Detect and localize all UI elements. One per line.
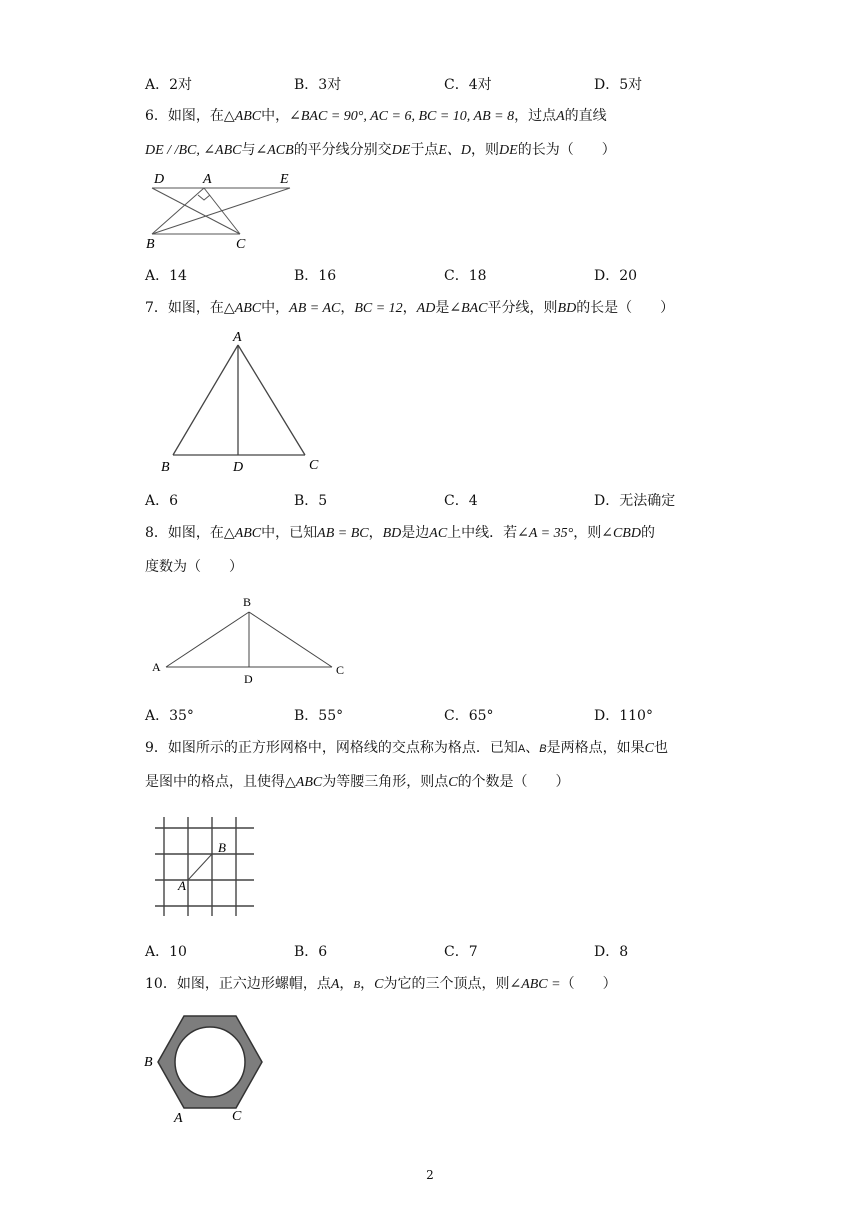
q8-label-c: C	[336, 663, 345, 677]
q8-option-a: A．35°	[145, 708, 194, 724]
q7-label-c: C	[309, 458, 319, 473]
q8-option-c: C．65°	[444, 708, 494, 724]
q6-label-d: D	[154, 172, 165, 187]
q5-option-c: C．4对	[444, 77, 492, 93]
q7-stem: 7．如图，在△ABC中，AB = AC，BC = 12，AD是∠BAC平分线，则BD的长是（ ）	[145, 300, 675, 316]
q7-label-b: B	[161, 460, 170, 475]
q9-stem-line1: 9．如图所示的正方形网格中，网格线的交点称为格点．已知A、B是两格点，如果C也	[145, 740, 668, 756]
q9-option-c: C．7	[444, 944, 478, 960]
q10-label-c: C	[232, 1109, 242, 1124]
q7-label-a: A	[233, 330, 242, 345]
q5-option-a: A．2对	[145, 77, 193, 93]
q6-option-d: D．20	[594, 268, 638, 284]
q8-stem-line2: 度数为（ ）	[145, 559, 243, 575]
q9-stem-line2: 是图中的格点，且使得△ABC为等腰三角形，则点C的个数是（ ）	[145, 774, 570, 790]
q8-label-d: D	[244, 672, 253, 686]
q9-option-a: A．10	[145, 944, 187, 960]
page-number: 2	[426, 1168, 434, 1182]
q7-option-c: C．4	[444, 493, 478, 509]
q7-option-d: D．无法确定	[594, 493, 676, 509]
q10-label-b: B	[144, 1055, 153, 1070]
q7-option-b: B．5	[294, 493, 328, 509]
q6-label-e: E	[280, 172, 289, 187]
q9-grid-figure	[150, 812, 260, 922]
q9-option-d: D．8	[594, 944, 629, 960]
q6-label-a: A	[203, 172, 212, 187]
q7-label-d: D	[233, 460, 244, 475]
q6-stem-line1: 6．如图，在△ABC中，∠BAC = 90°, AC = 6, BC = 10, AB = 8，过点A的直线	[145, 108, 607, 124]
q6-label-b: B	[146, 237, 155, 252]
q8-option-b: B．55°	[294, 708, 344, 724]
q6-stem-line2: DE / /BC, ∠ABC与∠ACB的平分线分别交DE于点E、D，则DE的长为（ ）	[145, 142, 616, 158]
q8-stem-line1: 8．如图，在△ABC中，已知AB = BC，BD是边AC上中线．若∠A = 35°，则∠CBD的	[145, 525, 655, 541]
q9-label-b: B	[218, 840, 226, 855]
q10-label-a: A	[174, 1111, 183, 1126]
q7-figure	[155, 325, 335, 475]
q8-option-d: D．110°	[594, 708, 653, 724]
q6-option-a: A．14	[145, 268, 187, 284]
q8-label-a: A	[152, 660, 161, 674]
q5-option-b: B．3对	[294, 77, 342, 93]
q6-label-c: C	[236, 237, 246, 252]
q8-label-b: B	[243, 595, 252, 609]
q5-option-d: D．5对	[594, 77, 643, 93]
q10-stem: 10．如图，正六边形螺帽，点A，B，C为它的三个顶点，则∠ABC =（ ）	[145, 976, 617, 992]
q9-label-a: A	[178, 878, 186, 893]
q8-figure	[150, 592, 355, 687]
q7-option-a: A．6	[145, 493, 179, 509]
q6-option-b: B．16	[294, 268, 337, 284]
q6-figure	[140, 170, 310, 255]
q6-option-c: C．18	[444, 268, 487, 284]
q10-hexagon-nut-figure	[140, 1010, 280, 1130]
q9-option-b: B．6	[294, 944, 328, 960]
